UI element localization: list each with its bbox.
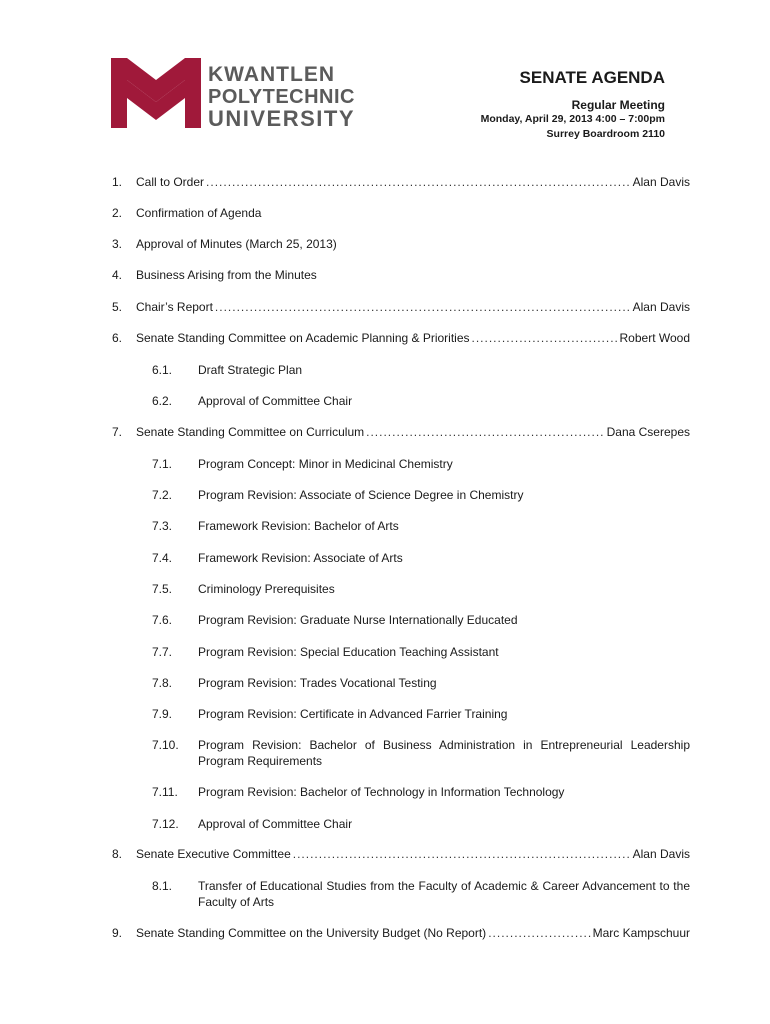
agenda-subitem [152,487,690,503]
agenda-item [112,926,690,942]
subitem-number: 7.8. [152,676,173,690]
agenda-item [112,331,690,347]
agenda-subitem [152,644,690,660]
item-presenter: Robert Wood [619,331,690,345]
agenda-item [112,237,690,253]
agenda-subitem [152,550,690,566]
agenda-subitem [152,675,690,691]
subitem-number: 7.1. [152,457,173,471]
subitem-number: 7.9. [152,707,173,721]
subitem-label: Transfer of Educational Studies from the Faculty of Academic & Career Advancement to the Faculty of Arts [198,879,690,909]
subitem-number: 6.1. [152,363,173,377]
item-number: 3. [112,237,123,251]
item-label: Senate Standing Committee on Curriculum [136,425,365,439]
item-label: Chair’s Report [136,300,213,314]
subitem-label: Approval of Committee Chair [198,394,353,408]
subitem-label: Program Revision: Associate of Science Degree in Chemistry [198,488,524,502]
subitem-number: 7.6. [152,613,173,627]
item-presenter: Marc Kampschuur [592,926,690,940]
logo-line-2: POLYTECHNIC [208,86,356,108]
subitem-number: 7.12. [152,817,179,831]
item-number: 8. [112,847,123,861]
item-presenter: Dana Cserepes [606,425,690,439]
dot-leader [366,425,604,439]
item-number: 2. [112,206,123,220]
logo-line-3: UNIVERSITY [208,106,356,131]
subitem-number: 7.3. [152,519,173,533]
agenda-item [112,847,690,863]
agenda-subitem [152,362,690,378]
item-number: 6. [112,331,123,345]
subitem-label: Program Revision: Trades Vocational Testing [198,676,437,690]
subitem-number: 7.7. [152,645,173,659]
dot-leader [488,926,590,940]
item-label: Approval of Minutes (March 25, 2013) [136,237,337,251]
university-logo [111,58,356,131]
item-label: Confirmation of Agenda [136,206,262,220]
agenda-subitem [152,518,690,534]
document-title: SENATE AGENDA [519,68,665,87]
item-presenter: Alan Davis [632,847,690,861]
item-number: 5. [112,300,123,314]
subitem-label: Program Revision: Special Education Teaching Assistant [198,645,499,659]
meeting-date-time: Monday, April 29, 2013 4:00 – 7:00pm [480,113,665,125]
subitem-number: 8.1. [152,879,173,893]
subitem-number: 7.4. [152,551,173,565]
agenda-item [112,206,690,222]
agenda-subitem [152,581,690,597]
subitem-number: 7.11. [152,785,178,799]
logo-line-1: KWANTLEN [208,63,335,86]
item-label: Senate Executive Committee [136,847,291,861]
meeting-type: Regular Meeting [571,98,665,112]
subitem-number: 7.10. [152,738,179,752]
item-number: 9. [112,926,123,940]
item-label: Senate Standing Committee on the University Budget (No Report) [136,926,487,940]
item-presenter: Alan Davis [632,300,690,314]
agenda-item [112,425,690,441]
agenda-subitem [152,706,690,722]
subitem-label: Draft Strategic Plan [198,363,303,377]
dot-leader [215,300,631,314]
meeting-location: Surrey Boardroom 2110 [546,128,665,140]
agenda-subitem [152,816,690,832]
subitem-label: Framework Revision: Associate of Arts [198,551,403,565]
agenda-subitem [152,612,690,628]
subitem-number: 6.2. [152,394,173,408]
subitem-label: Program Revision: Bachelor of Business Administration in Entrepreneurial Leadership Program Requirements [198,738,690,768]
item-label: Call to Order [136,175,205,189]
subitem-label: Program Concept: Minor in Medicinal Chemistry [198,457,453,471]
item-number: 7. [112,425,123,439]
dot-leader [206,175,631,189]
subitem-label: Program Revision: Bachelor of Technology in Information Technology [198,785,565,799]
item-presenter: Alan Davis [632,175,690,189]
subitem-number: 7.5. [152,582,173,596]
item-label: Business Arising from the Minutes [136,268,317,282]
subitem-label: Criminology Prerequisites [198,582,335,596]
subitem-label: Framework Revision: Bachelor of Arts [198,519,399,533]
item-label: Senate Standing Committee on Academic Planning & Priorities [136,331,470,345]
subitem-label: Program Revision: Graduate Nurse Internationally Educated [198,613,518,627]
document-header [481,68,665,142]
subitem-label: Program Revision: Certificate in Advanced Farrier Training [198,707,508,721]
logo-wordmark [208,64,355,130]
kpu-logo-mark-icon [111,58,201,128]
subitem-label: Approval of Committee Chair [198,817,353,831]
agenda-subitem [152,878,690,910]
agenda-item [112,268,690,284]
agenda-subitem [152,456,690,472]
subitem-number: 7.2. [152,488,173,502]
agenda-subitem [152,784,690,800]
item-number: 4. [112,268,123,282]
agenda-subitem [152,737,690,769]
agenda-item [112,300,690,316]
dot-leader [293,847,631,861]
agenda-subitem [152,393,690,409]
agenda-item [112,175,690,191]
item-number: 1. [112,175,123,189]
dot-leader [472,331,618,345]
